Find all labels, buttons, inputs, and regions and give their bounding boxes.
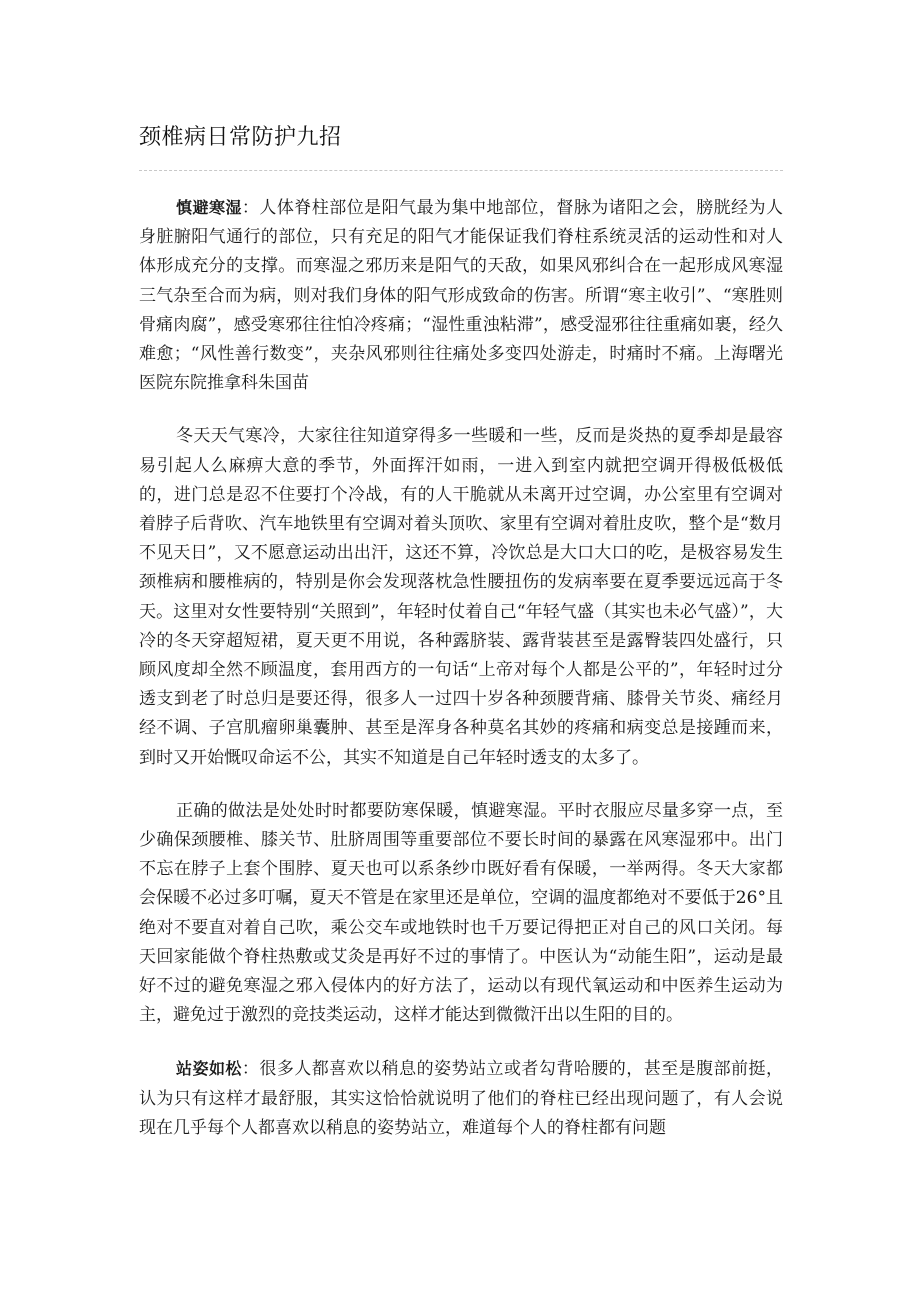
paragraph-winter-summer xyxy=(139,422,783,772)
paragraph-text: ：很多人都喜欢以稍息的姿势站立或者勾背哈腰的，甚至是腹部前挺，认为只有这样才最舒服，其实这恰恰就说明了他们的脊柱已经出现问题了，有人会说现在几乎每个人都喜欢以稍息的姿势站立，难道每个人的脊柱都有问题 xyxy=(139,1059,783,1138)
paragraph-cold-damp xyxy=(139,193,783,398)
paragraph-text: 冬天天气寒冷，大家往往知道穿得多一些暖和一些，反而是炎热的夏季却是最容易引起人么麻痹大意的季节，外面挥汗如雨，一进入到室内就把空调开得极低极低的，进门总是忍不住要打个冷战，有的人干脆就从未离开过空调，办公室里有空调对着脖子后背吹、汽车地铁里有空调对着头顶吹、家里有空调对着肚皮吹，整个是“数月不见天日”，又不愿意运动出出汗，这还不算，冷饮总是大口大口的吃，是极容易发生颈椎病和腰椎病的，特别是你会发现落枕急性腰扭伤的发病率要在夏季要远远高于冬天。这里对女性要特别“关照到”，年轻时仗着自己“年轻气盛（其实也未必气盛）”，大冷的冬天穿超短裙，夏天更不用说，各种露脐装、露背装甚至是露臀装四处盛行，只顾风度却全然不顾温度，套用西方的一句话“上帝对每个人都是公平的”，年轻时过分透支到老了时总归是要还得，很多人一过四十岁各种颈腰背痛、膝骨关节炎、痛经月经不调、子宫肌瘤卵巢囊肿、甚至是浑身各种莫名其妙的疼痛和病变总是接踵而来，到时又开始慨叹命运不公，其实不知道是自己年轻时透支的太多了。 xyxy=(139,426,783,768)
section-heading-standing: 站姿如松 xyxy=(176,1059,242,1079)
page-title: 颈椎病日常防护九招 xyxy=(139,125,342,150)
title-divider xyxy=(139,170,783,171)
paragraph-standing-posture xyxy=(139,1054,783,1143)
paragraph-text: ：人体脊柱部位是阳气最为集中地部位，督脉为诸阳之会，膀胱经为人身脏腑阳气通行的部位，只有充足的阳气才能保证我们脊柱系统灵活的运动性和对人体形成充分的支撑。而寒湿之邪历来是阳气的天敌，如果风邪纠合在一起形成风寒湿三气杂至合而为病，则对我们身体的阳气形成致命的伤害。所谓“寒主收引”、“寒胜则骨痛肉腐”，感受寒邪往往怕冷疼痛；“湿性重浊粘滞”，感受湿邪往往重痛如裹，经久难愈；“风性善行数变”，夹杂风邪则往往痛处多变四处游走，时痛时不痛。上海曙光医院东院推拿科朱国苗 xyxy=(139,198,783,394)
paragraph-text: 正确的做法是处处时时都要防寒保暖，慎避寒湿。平时衣服应尽量多穿一点，至少确保颈腰椎、膝关节、肚脐周围等重要部位不要长时间的暴露在风寒湿邪中。出门不忘在脖子上套个围脖、夏天也可以系条纱巾既好看有保暖，一举两得。冬天大家都会保暖不必过多叮嘱，夏天不管是在家里还是单位，空调的温度都绝对不要低于26°且绝对不要直对着自己吹，乘公交车或地铁时也千万要记得把正对自己的风口关闭。每天回家能做个脊柱热敷或艾灸是再好不过的事情了。中医认为“动能生阳”，运动是最好不过的避免寒湿之邪入侵体内的好方法了，运动以有现代氧运动和中医养生运动为主，避免过于激烈的竞技类运动，这样才能达到微微汗出以生阳的目的。 xyxy=(139,800,783,1026)
section-heading-cold-damp: 慎避寒湿 xyxy=(176,198,242,217)
article-body xyxy=(139,193,783,1167)
paragraph-correct-practice xyxy=(139,797,783,1031)
